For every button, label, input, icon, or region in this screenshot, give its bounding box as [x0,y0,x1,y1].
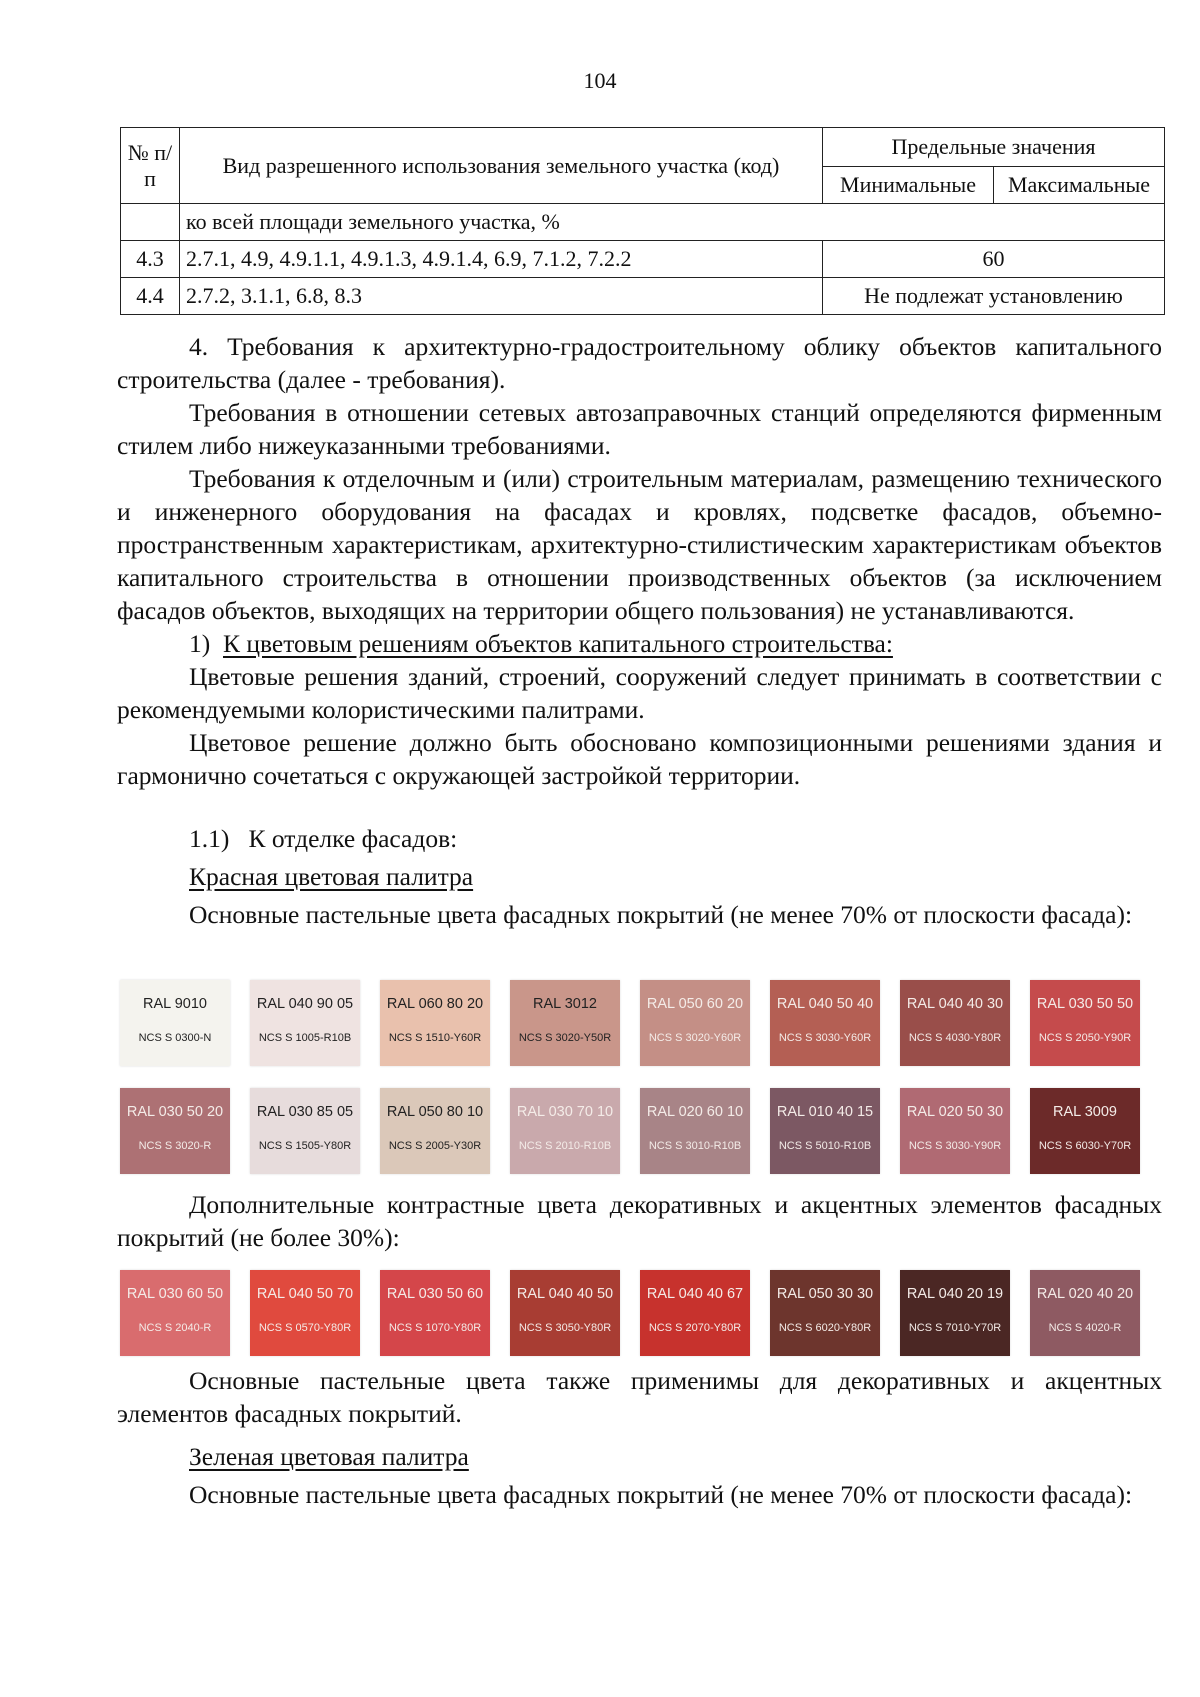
color-swatch [640,1088,750,1174]
paragraph-materials: Требования к отделочным и (или) строительным материалам, размещению технического и инженерного оборудования на фасадах и кровлях, подсветке фасадов, объемно-пространственным характеристикам, архитектурно-стилистическим характеристикам объектов капитального строительства в отношении производственных объектов (за исключением фасадов объектов, выходящих на территории общего пользования) не устанавливаются. [117,464,1162,625]
swatch-ncs-code: NCS S 3020-Y60R [648,1032,742,1044]
row-kind: ко всей площади земельного участка, % [180,204,1165,241]
swatch-ncs-code: NCS S 3020-R [138,1140,212,1152]
swatch-ral-code: RAL 9010 [143,996,207,1012]
swatch-ncs-code: NCS S 1070-Y80R [388,1322,482,1334]
swatch-ncs-code: NCS S 2070-Y80R [648,1322,742,1334]
swatch-ncs-code: NCS S 3030-Y90R [908,1140,1002,1152]
color-swatch [510,980,620,1066]
color-swatch [250,1270,360,1356]
color-swatch [640,1270,750,1356]
swatch-ncs-code: NCS S 6020-Y80R [778,1322,872,1334]
row-num: 4.4 [121,278,180,315]
swatch-ncs-code: NCS S 2010-R10B [518,1140,612,1152]
header-kind: Вид разрешенного использования земельного участка (код) [180,128,823,204]
main-colors-red-block [117,898,1162,931]
item-number: 1.1) [189,824,230,853]
table-row [121,204,1165,241]
row-num [121,204,180,241]
header-min: Минимальные [823,167,994,204]
color-swatch [380,1088,490,1174]
paragraph-requirements: 4. Требования к архитектурно-градостроительному облику объектов капитального строительства (далее - требования). [117,332,1162,394]
color-swatch [120,1088,230,1174]
swatch-ral-code: RAL 050 80 10 [386,1104,484,1120]
page-number: 104 [583,68,617,93]
swatch-ncs-code: NCS S 1510-Y60R [388,1032,482,1044]
row-value: 60 [823,241,1165,278]
color-swatch [510,1270,620,1356]
swatch-ncs-code: NCS S 3050-Y80R [518,1322,612,1334]
swatch-ral-code: RAL 040 40 30 [906,996,1004,1012]
main-colors-red: Основные пастельные цвета фасадных покрытий (не менее 70% от плоскости фасада): [189,900,1133,929]
row-num: 4.3 [121,241,180,278]
color-swatch [1030,1088,1140,1174]
table-row [121,241,1165,278]
limits-table [120,127,1165,315]
green-palette-heading-block [117,1440,1162,1473]
color-swatch [120,1270,230,1356]
item-number: 1) [189,629,211,658]
swatch-ncs-code: NCS S 4030-Y80R [908,1032,1002,1044]
swatch-ral-code: RAL 040 40 50 [516,1286,614,1302]
swatch-ral-code: RAL 030 50 20 [126,1104,224,1120]
swatch-ral-code: RAL 040 20 19 [906,1286,1004,1302]
row-kind: 2.7.1, 4.9, 4.9.1.1, 4.9.1.3, 4.9.1.4, 6.9, 7.1.2, 7.2.2 [180,241,823,278]
paragraph-composition: Цветовое решение должно быть обосновано композиционными решениями здания и гармонично сочетаться с окружающей застройкой территории. [117,728,1162,790]
red-palette-heading-block [117,860,1162,893]
color-swatch [510,1088,620,1174]
color-swatch [770,1270,880,1356]
facade-finish-heading: К отделке фасадов: [248,824,458,853]
swatch-ncs-code: NCS S 2040-R [138,1322,212,1334]
swatch-ncs-code: NCS S 3020-Y50R [518,1032,612,1044]
swatch-ncs-code: NCS S 7010-Y70R [908,1322,1002,1334]
swatch-ncs-code: NCS S 2050-Y90R [1038,1032,1132,1044]
swatch-ral-code: RAL 050 30 30 [776,1286,874,1302]
color-swatch [380,980,490,1066]
facade-heading [117,822,1162,855]
main-colors-green-block [117,1478,1162,1511]
color-swatch [770,980,880,1066]
color-swatch [250,980,360,1066]
swatch-ncs-code: NCS S 1505-Y80R [258,1140,352,1152]
swatch-ral-code: RAL 020 60 10 [646,1104,744,1120]
swatch-ral-code: RAL 030 50 50 [1036,996,1134,1012]
body-text-top [117,330,1162,792]
swatch-ncs-code: NCS S 4020-R [1048,1322,1122,1334]
table-row [121,278,1165,315]
color-swatch [900,1270,1010,1356]
swatch-ral-code: RAL 040 40 67 [646,1286,744,1302]
color-swatch [900,1088,1010,1174]
row-value: Не подлежат установлению [823,278,1165,315]
also-applicable-block [117,1364,1162,1430]
green-palette-title: Зеленая цветовая палитра [189,1442,469,1471]
paragraph-palettes: Цветовые решения зданий, строений, сооружений следует принимать в соответствии с рекомендуемыми колористическими палитрами. [117,662,1162,724]
accent-colors-block [117,1188,1162,1254]
swatch-ral-code: RAL 3012 [533,996,597,1012]
swatch-ncs-code: NCS S 0300-N [138,1032,212,1044]
color-swatch [770,1088,880,1174]
color-swatch [640,980,750,1066]
swatch-ral-code: RAL 3009 [1053,1104,1117,1120]
swatch-ral-code: RAL 050 60 20 [646,996,744,1012]
paragraph-gas-stations: Требования в отношении сетевых автозаправочных станций определяются фирменным стилем либо нижеуказанными требованиями. [117,398,1162,460]
color-solutions-heading: К цветовым решениям объектов капитального строительства: [223,629,893,658]
swatch-ncs-code: NCS S 1005-R10B [258,1032,352,1044]
swatch-ral-code: RAL 030 50 60 [386,1286,484,1302]
header-max: Максимальные [994,167,1165,204]
red-palette-title: Красная цветовая палитра [189,862,474,891]
swatch-ral-code: RAL 040 50 40 [776,996,874,1012]
row-kind: 2.7.2, 3.1.1, 6.8, 8.3 [180,278,823,315]
color-swatch [1030,1270,1140,1356]
swatch-ncs-code: NCS S 6030-Y70R [1038,1140,1132,1152]
also-applicable: Основные пастельные цвета также применимы для декоративных и акцентных элементов фасадных покрытий. [117,1366,1162,1428]
color-swatch [120,980,230,1066]
swatch-ral-code: RAL 030 60 50 [126,1286,224,1302]
swatch-ncs-code: NCS S 2005-Y30R [388,1140,482,1152]
color-swatch [380,1270,490,1356]
swatch-ral-code: RAL 060 80 20 [386,996,484,1012]
color-swatch [1030,980,1140,1066]
swatch-ral-code: RAL 040 50 70 [256,1286,354,1302]
swatch-ncs-code: NCS S 3010-R10B [648,1140,742,1152]
header-limits: Предельные значения [823,128,1165,167]
swatch-ral-code: RAL 030 85 05 [256,1104,354,1120]
header-num: № п/п [121,128,180,204]
swatch-ncs-code: NCS S 3030-Y60R [778,1032,872,1044]
accent-colors: Дополнительные контрастные цвета декоративных и акцентных элементов фасадных покрытий (не более 30%): [117,1190,1162,1252]
swatch-ncs-code: NCS S 0570-Y80R [258,1322,352,1334]
color-swatch [250,1088,360,1174]
swatch-ral-code: RAL 010 40 15 [776,1104,874,1120]
swatch-ral-code: RAL 020 50 30 [906,1104,1004,1120]
swatch-ral-code: RAL 030 70 10 [516,1104,614,1120]
swatch-ral-code: RAL 020 40 20 [1036,1286,1134,1302]
swatch-ral-code: RAL 040 90 05 [256,996,354,1012]
swatch-ncs-code: NCS S 5010-R10B [778,1140,872,1152]
color-swatch [900,980,1010,1066]
main-colors-green: Основные пастельные цвета фасадных покрытий (не менее 70% от плоскости фасада): [189,1480,1133,1509]
paragraph-color-solutions-heading [117,627,1162,660]
